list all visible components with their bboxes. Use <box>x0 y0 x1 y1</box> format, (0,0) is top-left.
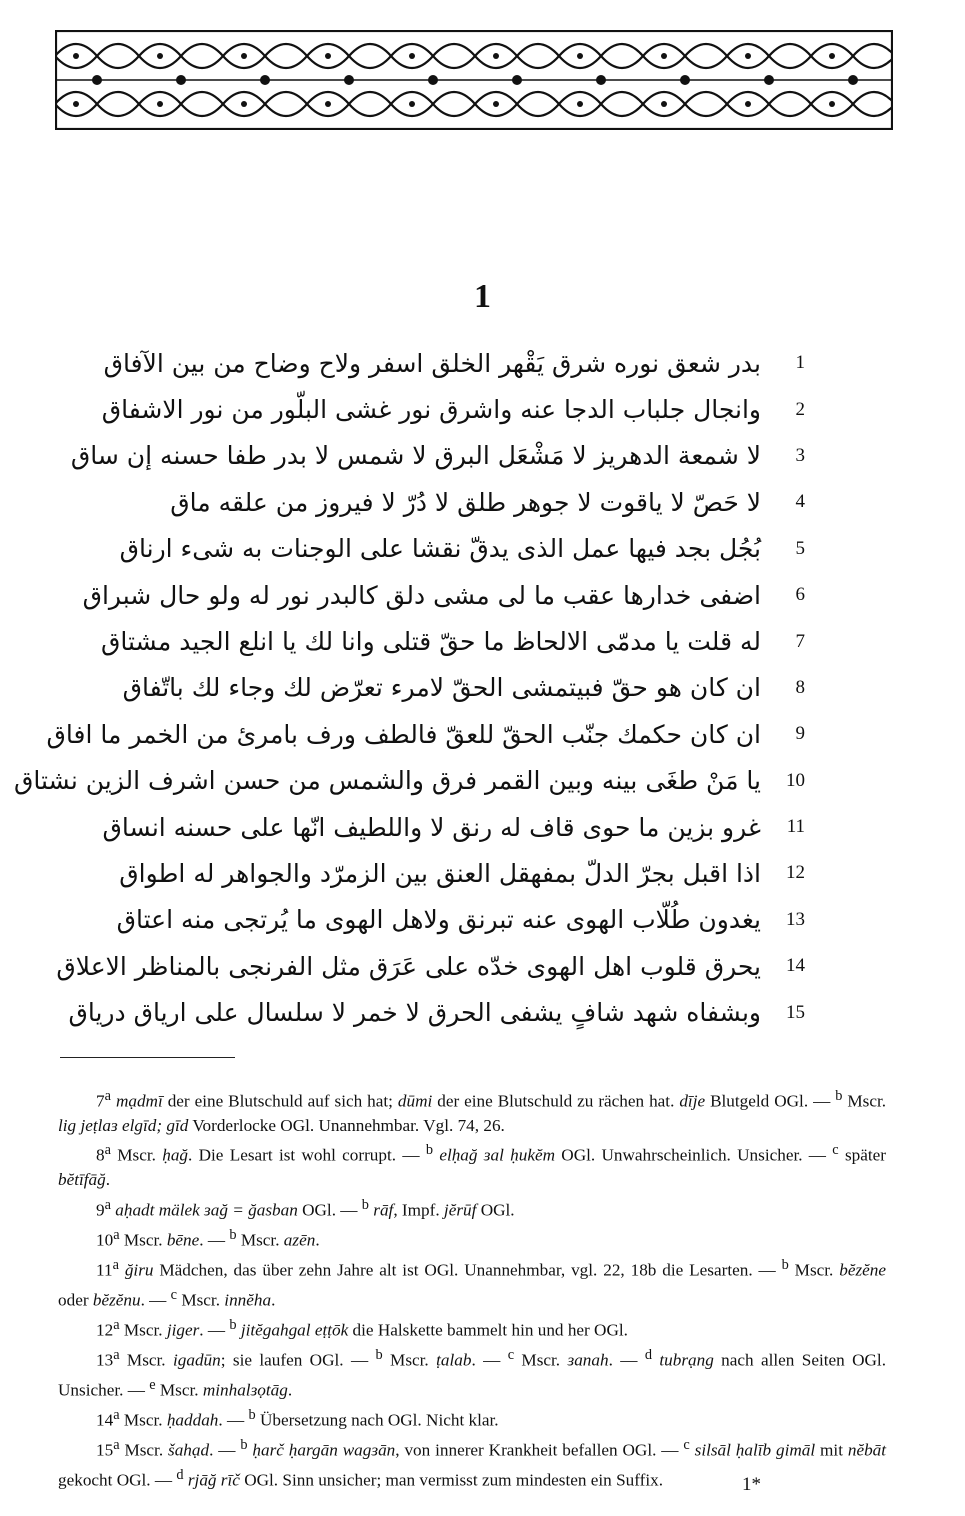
footnote-marker: b <box>361 1196 369 1213</box>
verse-number: 11 <box>786 816 805 838</box>
verse-number: 3 <box>795 444 805 466</box>
decorative-arabesque-border <box>55 30 893 130</box>
footnote-marker: a <box>112 1256 119 1273</box>
verse-line <box>140 479 805 525</box>
footnote-text: dīje <box>679 1091 706 1111</box>
footnote-text: . <box>287 1380 293 1400</box>
verse-text: وبشفاه شهد شافٍ يشفى الحرق لا خمر لا سلسال على ارياق درياق <box>68 998 761 1028</box>
poem-number: 1 <box>474 278 491 315</box>
footnote-text: OGl. Unwahrscheinlich. Unsicher. — <box>555 1146 833 1166</box>
footnote-text: Mscr. <box>236 1230 284 1250</box>
verse-text: يغدون طُلّاب الهوى عنه تبرنق ولاهل الهوى ما يُرتجى منه اعتاق <box>116 905 761 935</box>
footnote-text: ḥağ <box>162 1146 189 1166</box>
footnote-text: Mscr. <box>119 1230 167 1250</box>
footnote-marker: b <box>375 1346 383 1363</box>
footnote-text: Vorderlocke OGl. Unannehmbar. Vgl. 74, 26. <box>188 1116 505 1136</box>
footnote-text: OGl. — <box>297 1200 362 1220</box>
footnote-text: 15 <box>96 1440 114 1460</box>
footnote-marker: b <box>240 1436 248 1453</box>
footnote-text: aḥadt mälek ɜağ = ğasban <box>115 1200 298 1220</box>
footnote-text: Mscr. <box>788 1260 840 1280</box>
footnote <box>58 1343 886 1403</box>
verse-text: بُجُل بجد فيها عمل الذى يدقّ نقشا على الوجنات به شىء ارناق <box>119 534 761 564</box>
footnote-text: . <box>271 1290 276 1310</box>
verse-text: لا حَصّ لا ياقوت لا جوهر طلق لا دُرّ لا فيروز من علقه ماق <box>170 487 761 517</box>
footnote-marker: d <box>644 1346 652 1363</box>
footnote-text: mit <box>815 1440 848 1460</box>
verse-number: 9 <box>795 723 805 745</box>
verse-number: 12 <box>786 862 805 884</box>
footnote-text: 13 <box>96 1350 114 1370</box>
footnote-text: . <box>105 1170 111 1190</box>
footnote-text: Mscr. <box>177 1290 225 1310</box>
footnote-marker: e <box>149 1376 156 1393</box>
footnote-text: 10 <box>96 1230 114 1250</box>
footnote-text: . — <box>218 1410 249 1430</box>
footnote-text: . — <box>209 1440 241 1460</box>
footnote-text: minhalɜọtāg <box>202 1380 288 1400</box>
footnote-text: jĕrūf <box>443 1200 477 1220</box>
footnote-marker: b <box>229 1226 237 1243</box>
footnote-text: rāf <box>373 1200 394 1220</box>
footnote <box>58 1253 886 1313</box>
verse-text: لا شمعة الدهريز لا مَشْعَل البرق لا شمس لا بدر طفا حسنه إن ساق <box>70 441 761 471</box>
footnote-marker: b <box>781 1256 789 1273</box>
footnote-marker: b <box>835 1088 843 1104</box>
footnote-text: rjāğ rīč <box>187 1470 240 1490</box>
footnote-text: . — <box>608 1350 645 1370</box>
footnote-text: 9 <box>96 1200 105 1220</box>
footnote-marker: b <box>229 1316 237 1333</box>
footnote-text: nĕbāt <box>847 1440 887 1460</box>
footnote-text: ; sie laufen OGl. — <box>220 1350 376 1370</box>
footnote-text: der eine Blutschuld auf sich hat; <box>162 1091 398 1111</box>
footnote-text: tubrạng <box>659 1350 714 1370</box>
verse-text: ان كان حكمك جنّب الحقّ للعقّ فالطف ورف بامرئ من الخمر ما افاق <box>46 719 761 749</box>
verse-line <box>116 897 805 943</box>
verse-text: يحرق قلوب اهل الهوى خدّه على عَرَق مثل الفرنجى بالمناظر الاعلاق <box>56 951 761 981</box>
verse-number: 14 <box>786 955 805 977</box>
footnote-text: Mscr. <box>119 1320 167 1340</box>
footnote-text: Mscr. <box>514 1350 568 1370</box>
verse-number: 6 <box>795 584 805 606</box>
footnote <box>58 1433 886 1493</box>
footnote-text: Blutgeld OGl. — <box>705 1091 836 1111</box>
footnote-text: Mscr. <box>110 1146 163 1166</box>
footnote-marker: a <box>113 1406 120 1423</box>
footnote-text: igadūn <box>172 1350 221 1370</box>
verse-number: 2 <box>795 398 805 420</box>
verse-line <box>122 665 805 711</box>
footnote-text: . — <box>199 1230 230 1250</box>
footnote <box>58 1138 886 1192</box>
poem-verses <box>13 340 805 1036</box>
footnote-text: bĕzĕnu <box>92 1290 141 1310</box>
verse-line <box>82 572 805 618</box>
footnote-text: jiger <box>166 1320 200 1340</box>
footnote-text: . <box>315 1230 320 1250</box>
footnote-marker: c <box>170 1286 178 1303</box>
verse-line <box>46 711 805 757</box>
footnote-text: , von innerer Krankheit befallen OGl. — <box>395 1440 684 1460</box>
footnote-text: . — <box>140 1290 171 1310</box>
footnote-text: gekocht OGl. — <box>58 1470 177 1490</box>
footnote-text: ṭalab <box>436 1350 472 1370</box>
verse-text: ان كان هو حقّ فبيتمشى الحقّ لامرء تعرّض لك وجاء لك باتّفاق <box>122 673 761 703</box>
footnote-marker: a <box>104 1088 111 1104</box>
verse-text: يا مَنْ طغَى بينه وبين القمر فرق والشمس من حسن اشرف الزين نشتاق <box>13 766 761 796</box>
footnote-text: später <box>838 1146 887 1166</box>
footnote-marker: a <box>113 1346 120 1363</box>
verse-line <box>70 433 805 479</box>
verse-text: اذا اقبل بجرّ الدلّ بمفهقل العنق بين الزمرّد والجواهر له اطواق <box>119 858 761 888</box>
footnote-marker: a <box>104 1142 111 1159</box>
footnote-text: 8 <box>96 1146 105 1166</box>
footnote-text: silsāl ḥalīb gimāl <box>694 1440 816 1460</box>
footnote-text: bĕzĕne <box>839 1260 886 1280</box>
verse-line <box>68 989 805 1035</box>
footnote-text: 12 <box>96 1320 114 1340</box>
footnote-text: oder <box>58 1290 93 1310</box>
footnote-text: Mscr. <box>119 1350 173 1370</box>
footnote-marker: a <box>104 1196 111 1213</box>
footnote-text: 14 <box>96 1410 114 1430</box>
verse-line <box>101 618 805 664</box>
footnote-text: lig jeṭlaɜ elgīd; gīd <box>58 1116 189 1136</box>
verse-line <box>103 340 805 386</box>
footnote-text: innĕha <box>224 1290 272 1310</box>
footnote-text: OGl. Sinn unsicher; man vermisst zum mindesten ein Suffix. <box>239 1470 664 1490</box>
footnote-text: ḥaddah <box>166 1410 219 1430</box>
footnote-text: Mscr. <box>842 1091 887 1111</box>
footnote-text: die Halskette bammelt hin und her OGl. <box>348 1320 628 1340</box>
footnote-divider <box>60 1057 235 1058</box>
footnote-text: Mädchen, das über zehn Jahre alt ist OGl. Unannehmbar, vgl. 22, 18b die Lesarten. — <box>153 1260 782 1280</box>
footnote-text: Mscr. <box>119 1440 169 1460</box>
footnote-marker: b <box>248 1406 256 1423</box>
footnote-marker: c <box>832 1142 839 1159</box>
footnotes <box>58 1084 886 1493</box>
verse-text: اضفى خدارها عقب ما لى مشى دلق كالبدر نور له ولو حال شبراق <box>82 580 761 610</box>
footnote-marker: b <box>425 1142 434 1159</box>
footnote-marker: a <box>113 1436 120 1453</box>
verse-line <box>102 804 805 850</box>
footnote-text: ğiru <box>124 1260 154 1280</box>
verse-number: 7 <box>795 630 805 652</box>
footnote-text: šahạd <box>168 1440 210 1460</box>
footnote-text: der eine Blutschuld zu rächen hat. <box>432 1091 680 1111</box>
verse-line <box>56 943 805 989</box>
footnote-text: ḥarč ḥargān wagɜān <box>252 1440 396 1460</box>
footnote-text: 7 <box>96 1091 105 1111</box>
verse-text: بدر شعق نوره شرق يَقْهر الخلق اسفر ولاح وضاح من بين الآفاق <box>103 348 761 378</box>
footnote-text: jitĕgahgal eṭṭōk <box>240 1320 349 1340</box>
verse-text: وانجال جلباب الدجا عنه واشرق نور غشى البلّور من نور الاشفاق <box>101 395 761 425</box>
verse-number: 4 <box>795 491 805 513</box>
footnote-marker: a <box>113 1226 120 1243</box>
footnote-text: 11 <box>96 1260 113 1280</box>
footnote-marker: c <box>507 1346 515 1363</box>
footnote-marker: d <box>176 1466 184 1483</box>
footnote-text: dūmi <box>397 1091 433 1111</box>
footnote-marker: c <box>683 1436 690 1453</box>
footnote <box>58 1223 886 1253</box>
footnote-text: . Die Lesart ist wohl corrupt. — <box>188 1146 426 1166</box>
verse-number: 8 <box>795 676 805 698</box>
footnote-text: OGl. <box>476 1200 515 1220</box>
footnote-text: azēn <box>283 1230 316 1250</box>
footnote-text: Übersetzung nach OGl. Nicht klar. <box>255 1410 499 1430</box>
footnote-text: . — <box>471 1350 508 1370</box>
verse-number: 1 <box>795 352 805 374</box>
verse-number: 13 <box>786 908 805 930</box>
verse-number: 15 <box>786 1001 805 1023</box>
footnote <box>58 1403 886 1433</box>
footnote-text: mạdmī <box>115 1091 163 1111</box>
footnote-text: . — <box>199 1320 230 1340</box>
footnote-text: elḥağ ɜal ḥukĕm <box>439 1146 556 1166</box>
footnote-text: , Impf. <box>393 1200 444 1220</box>
footnote-text: ɜanah <box>567 1350 609 1370</box>
verse-line <box>13 758 805 804</box>
footnote-text: Mscr. <box>119 1410 167 1430</box>
verse-line <box>101 386 805 432</box>
footnote-text: Mscr. <box>382 1350 437 1370</box>
footnote-marker: a <box>113 1316 120 1333</box>
footnote-text: bēne <box>166 1230 200 1250</box>
verse-text: غرو بزين ما حوى قاف له رنق لا واللطيف انّها على حسنه انساق <box>102 812 761 842</box>
verse-number: 5 <box>795 537 805 559</box>
footnote <box>58 1313 886 1343</box>
footnote <box>58 1193 886 1223</box>
verse-line <box>119 850 805 896</box>
sheet-signature-mark: 1* <box>742 1474 761 1495</box>
footnote-text: Mscr. <box>155 1380 203 1400</box>
footnote-text: nach allen Seiten OGl. Unsicher. — <box>58 1350 886 1400</box>
verse-text: له قلت يا مدمّى الالحاظ ما حقّ قتلى وانا لك يا انلع الجيد مشتاق <box>101 627 761 657</box>
verse-number: 10 <box>786 769 805 791</box>
verse-line <box>119 526 805 572</box>
footnote <box>58 1084 886 1138</box>
footnote-text: bĕtīfāğ <box>58 1170 106 1190</box>
